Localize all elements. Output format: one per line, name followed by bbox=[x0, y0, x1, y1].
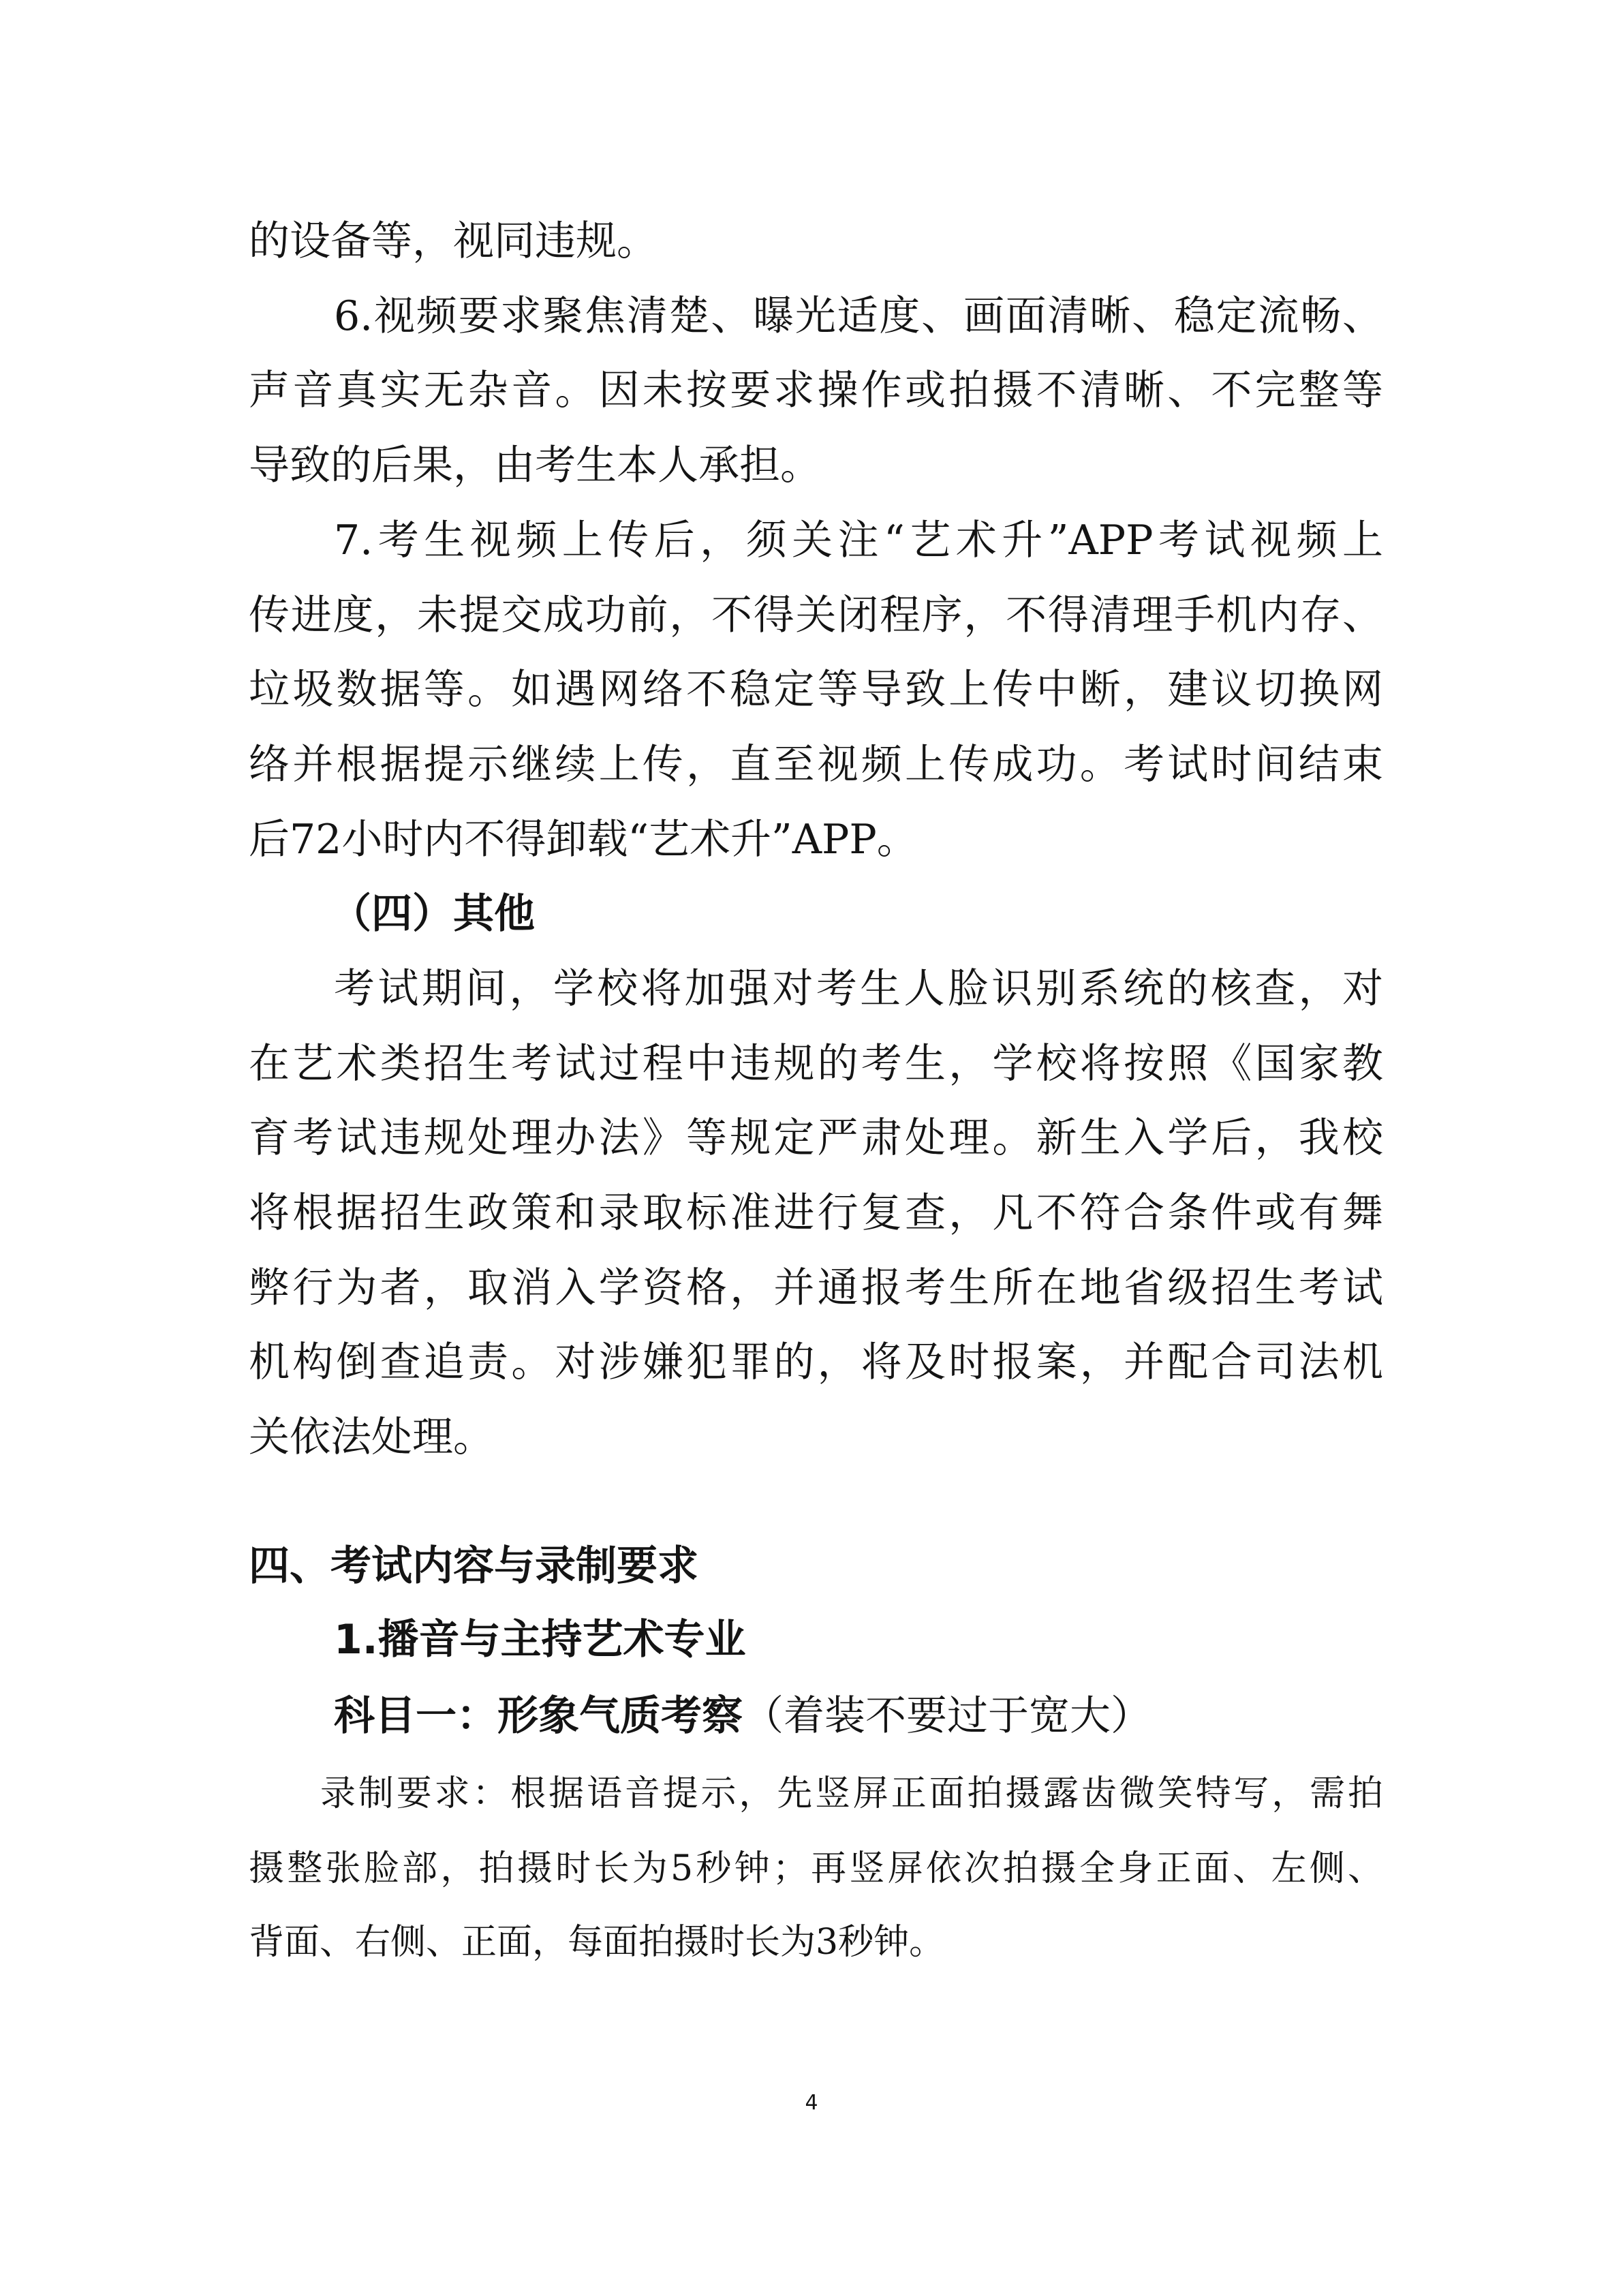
body-line: 声音真实无杂音。因未按要求操作或拍摄不清晰、不完整等 bbox=[249, 367, 1383, 414]
major-title: 1.播音与主持艺术专业 bbox=[334, 1616, 746, 1664]
subsection-title: （四）其他 bbox=[330, 890, 535, 938]
body-line: 的设备等，视同违规。 bbox=[249, 217, 658, 265]
subject-note: （着装不要过于宽大） bbox=[743, 1692, 1151, 1740]
body-line: 机构倒查追责。对涉嫌犯罪的，将及时报案，并配合司法机 bbox=[249, 1338, 1383, 1386]
body-line: 考试期间，学校将加强对考生人脸识别系统的核查，对 bbox=[334, 965, 1383, 1013]
subject-title: 科目一：形象气质考察 bbox=[334, 1692, 743, 1740]
recording-line: 背面、右侧、正面，每面拍摄时长为3秒钟。 bbox=[249, 1922, 945, 1963]
page-number: 4 bbox=[805, 2091, 818, 2115]
body-line: 在艺术类招生考试过程中违规的考生，学校将按照《国家教 bbox=[249, 1040, 1383, 1088]
body-line: 将根据招生政策和录取标准进行复查，凡不符合条件或有舞 bbox=[249, 1189, 1383, 1237]
body-line: 传进度，未提交成功前，不得关闭程序，不得清理手机内存、 bbox=[249, 592, 1383, 639]
body-line: 育考试违规处理办法》等规定严肃处理。新生入学后，我校 bbox=[249, 1114, 1383, 1162]
body-line: 导致的后果，由考生本人承担。 bbox=[249, 442, 821, 489]
body-line: 垃圾数据等。如遇网络不稳定等导致上传中断，建议切换网 bbox=[249, 666, 1383, 714]
recording-line: 摄整张脸部，拍摄时长为5秒钟；再竖屏依次拍摄全身正面、左侧、 bbox=[249, 1848, 1383, 1889]
body-line: 6.视频要求聚焦清楚、曝光适度、画面清晰、稳定流畅、 bbox=[334, 292, 1383, 340]
body-line: 后72小时内不得卸载“艺术升”APP。 bbox=[249, 816, 918, 863]
body-line: 7.考生视频上传后，须关注“艺术升”APP考试视频上 bbox=[334, 517, 1383, 564]
section-title: 四、考试内容与录制要求 bbox=[249, 1542, 698, 1590]
body-line: 弊行为者，取消入学资格，并通报考生所在地省级招生考试 bbox=[249, 1264, 1383, 1312]
body-line: 关依法处理。 bbox=[249, 1413, 494, 1461]
subject-line bbox=[334, 1692, 1151, 1741]
recording-line: 录制要求：根据语音提示，先竖屏正面拍摄露齿微笑特写，需拍 bbox=[320, 1773, 1383, 1814]
body-line: 络并根据提示继续上传，直至视频上传成功。考试时间结束 bbox=[249, 741, 1383, 789]
